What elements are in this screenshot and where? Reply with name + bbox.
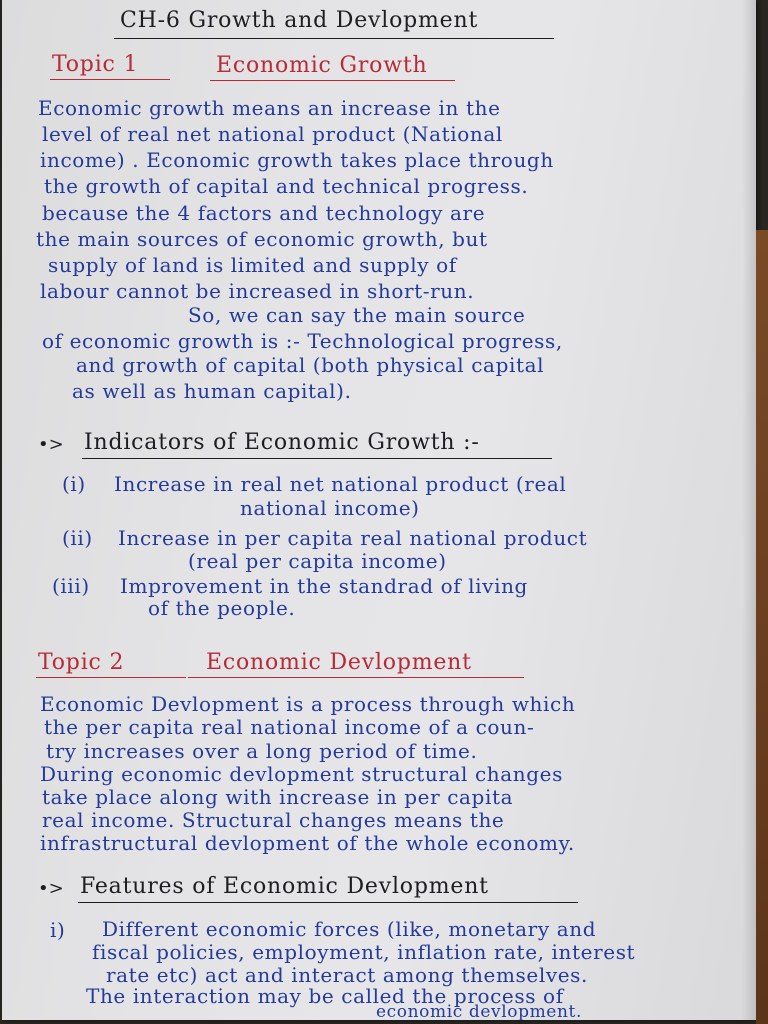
page-title: CH-6 Growth and Devlopment (120, 8, 479, 33)
topic1-label: Topic 1 (52, 52, 139, 77)
topic2-label: Topic 2 (38, 650, 125, 675)
indicator-number: (i) (62, 472, 86, 496)
topic2-line: infrastructural devlopment of the whole economy. (40, 831, 575, 855)
indicator-number: (iii) (52, 574, 90, 598)
topic1-line: as well as human capital). (72, 379, 352, 403)
indicator-line: national income) (240, 496, 420, 520)
features-heading: Features of Economic Devlopment (80, 874, 489, 899)
features-heading-underline (78, 902, 578, 903)
feature-number: i) (50, 918, 66, 942)
indicator-line: of the people. (148, 596, 296, 620)
topic1-line: of economic growth is :- Technological progress, (42, 329, 563, 353)
topic1-line: the main sources of economic growth, but (36, 227, 488, 251)
bullet-arrow-icon: •> (38, 434, 64, 455)
feature-line: rate etc) act and interact among themselves. (106, 963, 589, 987)
topic2-line: take place along with increase in per capita (42, 785, 514, 809)
feature-line: Different economic forces (like, monetary and (102, 917, 597, 941)
topic1-line: labour cannot be increased in short-run. (40, 279, 475, 303)
bullet-arrow-icon: •> (38, 878, 64, 899)
indicator-line: Increase in real net national product (real (114, 472, 567, 496)
feature-line: economic devlopment. (376, 1002, 582, 1020)
topic2-line: the per capita real national income of a coun- (44, 715, 535, 739)
indicators-heading-underline (82, 458, 552, 459)
topic1-name: Economic Growth (216, 53, 428, 78)
indicator-line: Increase in per capita real national product (118, 526, 588, 550)
topic1-line: and growth of capital (both physical capital (76, 353, 545, 377)
topic2-line: During economic devlopment structural changes (40, 762, 563, 786)
feature-line: fiscal policies, employment, inflation rate, interest (92, 940, 636, 964)
topic2-line: try increases over a long period of time. (46, 739, 478, 763)
topic1-line: income) . Economic growth takes place through (40, 148, 554, 172)
topic2-line: real income. Structural changes means the (42, 808, 505, 832)
topic2-line: Economic Devlopment is a process through which (40, 692, 576, 716)
topic1-label-underline (50, 79, 170, 80)
indicator-line: (real per capita income) (188, 549, 447, 573)
feature-line: The interaction may be called the process of (86, 984, 564, 1008)
wooden-desk-edge (756, 230, 768, 1024)
indicator-line: Improvement in the standrad of living (120, 574, 528, 598)
topic1-line: because the 4 factors and technology are (42, 201, 486, 225)
topic1-line: the growth of capital and technical progress. (44, 174, 529, 198)
topic2-label-underline (36, 677, 186, 678)
notebook-page (2, 0, 756, 1020)
topic2-name-underline (188, 677, 524, 678)
page-edge-shadow (742, 0, 756, 1020)
topic1-line: level of real net national product (National (42, 122, 503, 146)
topic1-name-underline (210, 80, 455, 81)
indicators-heading: Indicators of Economic Growth :- (84, 430, 480, 455)
topic1-line: Economic growth means an increase in the (38, 96, 501, 120)
title-underline (114, 38, 554, 39)
topic1-line: supply of land is limited and supply of (48, 253, 457, 277)
topic2-name: Economic Devlopment (206, 650, 472, 675)
indicator-number: (ii) (62, 526, 93, 550)
topic1-line: So, we can say the main source (188, 303, 526, 327)
